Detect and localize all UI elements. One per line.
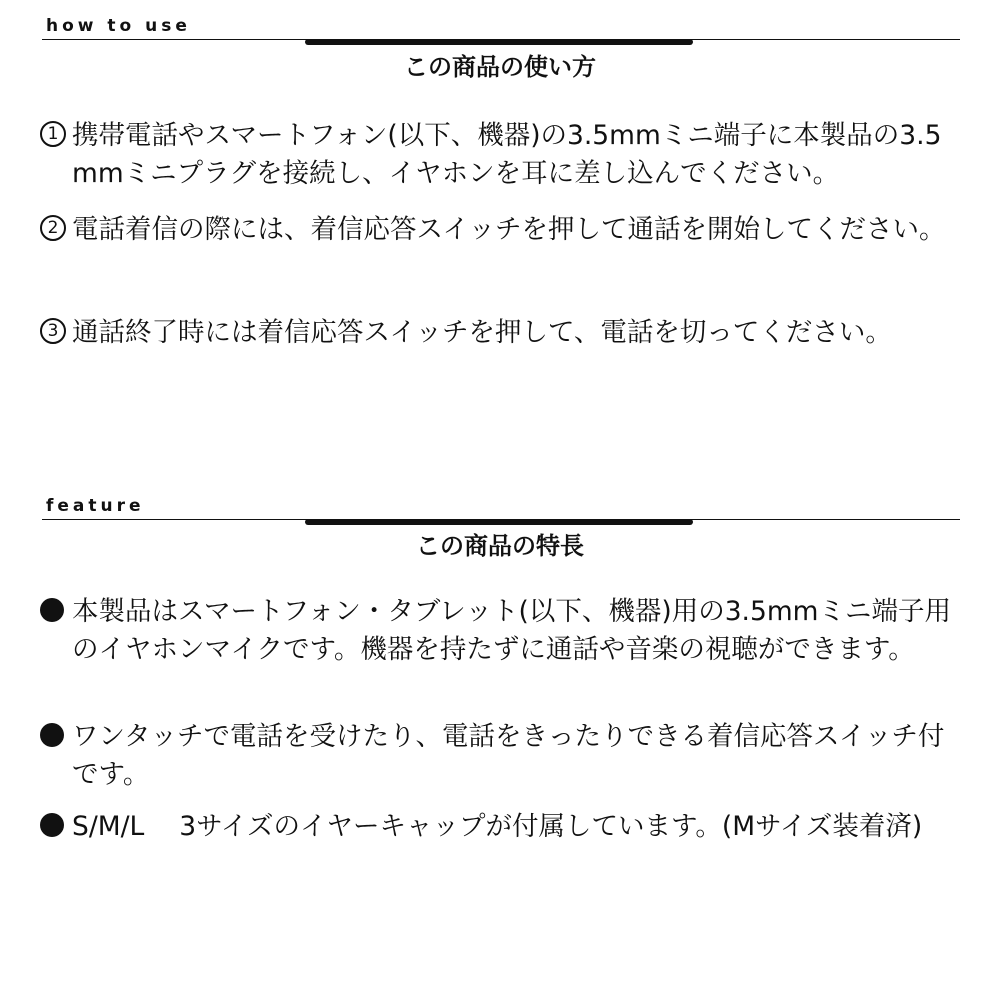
feature-section [0,480,1000,1000]
feature-label: feature [46,496,145,516]
how-to-use-accent-bar [305,39,693,45]
feature-subtitle: この商品の特長 [416,531,584,560]
step-3-text: 通話終了時には着信応答スイッチを押して、電話を切ってください。 [72,317,892,348]
step-1-text: 携帯電話やスマートフォン(以下、機器)の3.5mmミニ端子に本製品の3.5mmミニプラグを接続し、イヤホンを耳に差し込んでください。 [72,120,942,189]
bullet-icon [40,718,72,794]
bullet-icon [40,808,72,846]
step-3 [40,313,962,353]
circled-number-3: 3 [40,313,72,353]
step-2-text: 電話着信の際には、着信応答スイッチを押して通話を開始してください。 [72,214,946,245]
step-2 [40,202,962,258]
how-to-use-subtitle: この商品の使い方 [404,52,596,81]
feature-item-3-text: S/M/L 3サイズのイヤーキャップが付属しています。(Mサイズ装着済) [72,811,923,842]
how-to-use-section [0,0,1000,480]
how-to-use-label: how to use [46,16,191,36]
feature-accent-bar [305,519,693,525]
feature-item-1 [40,593,962,669]
step-1 [40,117,962,193]
feature-item-1-text: 本製品はスマートフォン・タブレット(以下、機器)用の3.5mmミニ端子用のイヤホンマイクです。機器を持たずに通話や音楽の視聴ができます。 [72,596,951,665]
feature-item-3 [40,808,962,846]
circled-number-1: 1 [40,117,72,193]
bullet-icon [40,593,72,669]
feature-item-2-text: ワンタッチで電話を受けたり、電話をきったりできる着信応答スイッチ付です。 [72,721,945,790]
feature-item-2 [40,718,962,794]
circled-number-2: 2 [40,202,72,258]
